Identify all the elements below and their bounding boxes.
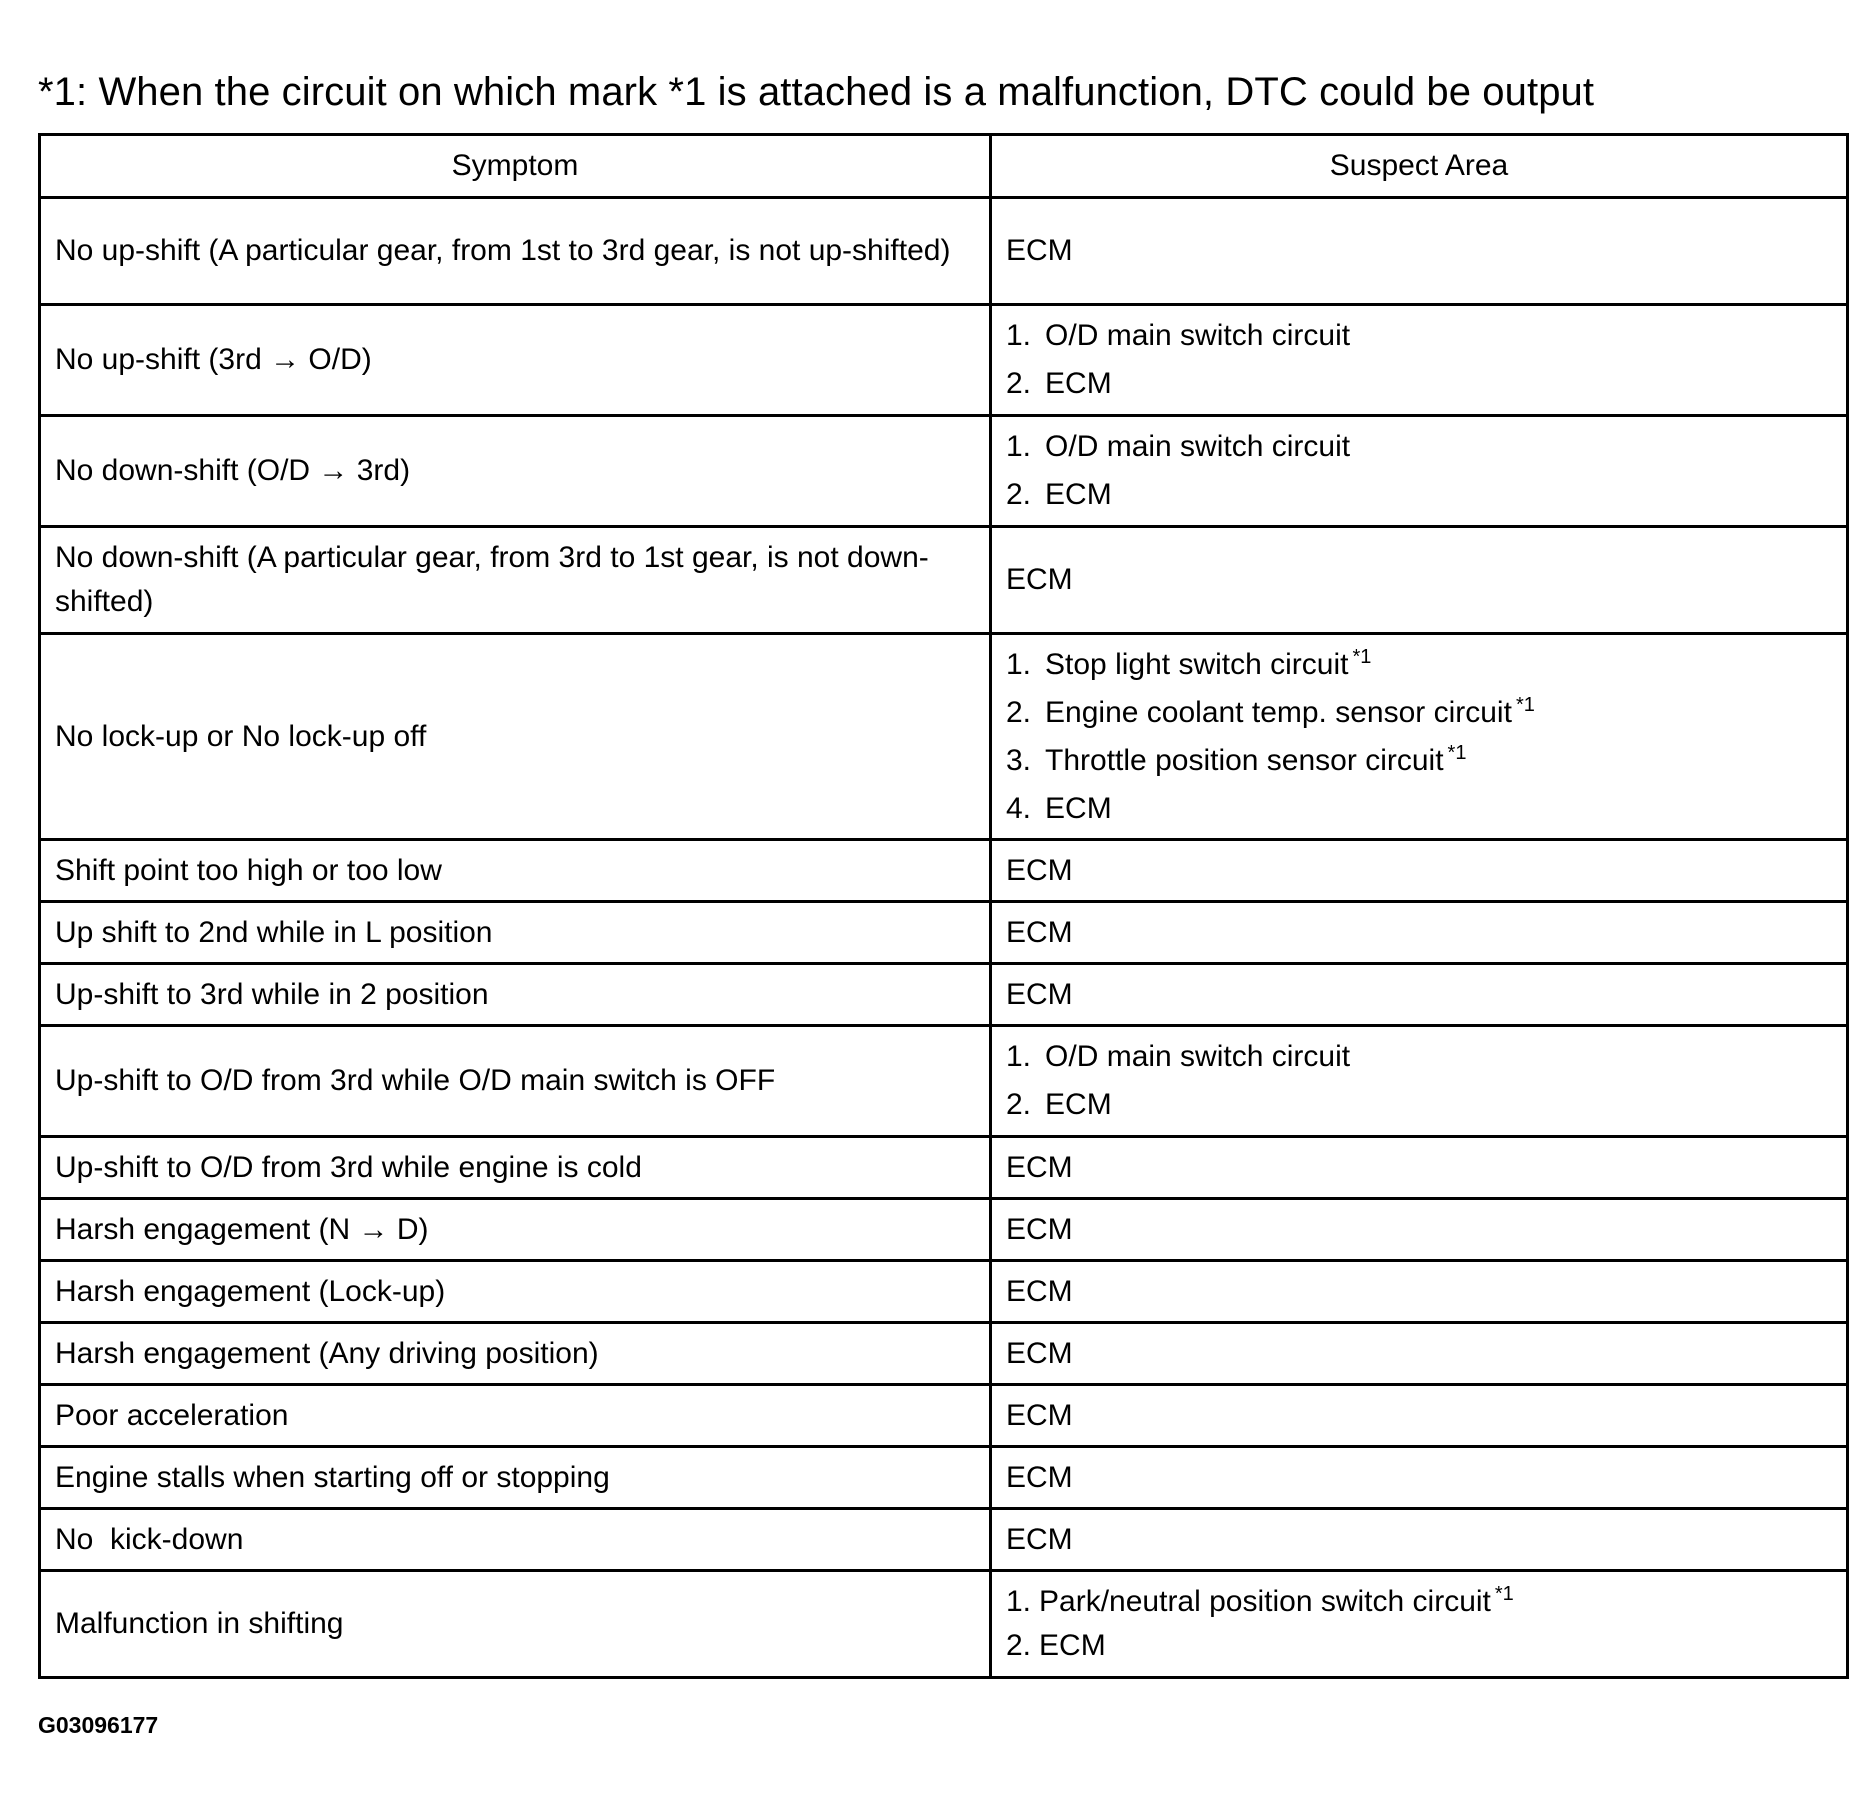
- list-item: 1. O/D main switch circuit: [1006, 319, 1351, 352]
- suspect-area-cell: [991, 416, 1848, 527]
- suspect-area-list: [1006, 1580, 1832, 1668]
- symptom-cell: Poor acceleration: [40, 1385, 991, 1447]
- symptom-cell: Harsh engagement (N → D): [40, 1199, 991, 1261]
- table-row: [40, 902, 1848, 964]
- list-item: 2. ECM: [1006, 1088, 1112, 1121]
- suspect-area-cell: [991, 1571, 1848, 1678]
- symptom-cell: Up-shift to O/D from 3rd while O/D main switch is OFF: [40, 1026, 991, 1137]
- list-item: 1. O/D main switch circuit: [1006, 1040, 1351, 1073]
- suspect-area-cell: ECM: [991, 902, 1848, 964]
- symptom-cell: No down-shift (O/D → 3rd): [40, 416, 991, 527]
- table-row: [40, 964, 1848, 1026]
- suspect-area-cell: ECM: [991, 840, 1848, 902]
- symptom-column-header: Symptom: [40, 135, 991, 198]
- suspect-area-cell: ECM: [991, 1261, 1848, 1323]
- suspect-area-cell: ECM: [991, 198, 1848, 305]
- table-row: [40, 1447, 1848, 1509]
- list-item: 2. ECM: [1006, 367, 1112, 400]
- symptom-cell: No lock-up or No lock-up off: [40, 634, 991, 840]
- suspect-area-cell: ECM: [991, 1385, 1848, 1447]
- suspect-area-cell: ECM: [991, 1323, 1848, 1385]
- list-item: 1. Stop light switch circuit $^{*1}$: [1006, 645, 1372, 681]
- footnote-mark: *1: [1352, 645, 1372, 668]
- table-row: [40, 1571, 1848, 1678]
- table-header-row: [40, 135, 1848, 198]
- table-row: [40, 1261, 1848, 1323]
- list-item: 1. Park/neutral position switch circuit $^{*1}$: [1006, 1583, 1514, 1618]
- suspect-area-cell: ECM: [991, 1199, 1848, 1261]
- table-row: [40, 1137, 1848, 1199]
- suspect-area-cell: [991, 634, 1848, 840]
- symptom-cell: Up shift to 2nd while in L position: [40, 902, 991, 964]
- list-item: 2. ECM: [1006, 1629, 1106, 1662]
- suspect-area-cell: ECM: [991, 1509, 1848, 1571]
- list-item: 2. Engine coolant temp. sensor circuit $^{*1}$: [1006, 693, 1535, 729]
- suspect-area-cell: ECM: [991, 964, 1848, 1026]
- list-item: 2. ECM: [1006, 478, 1112, 511]
- table-row: [40, 840, 1848, 902]
- page-title: *1: When the circuit on which mark *1 is attached is a malfunction, DTC could be output: [38, 70, 1595, 114]
- suspect-area-list: [1006, 1033, 1832, 1129]
- symptom-cell: No kick-down: [40, 1509, 991, 1571]
- table-row: [40, 198, 1848, 305]
- suspect-area-list: [1006, 423, 1832, 519]
- suspect-area-cell: [991, 1026, 1848, 1137]
- table-row: [40, 1026, 1848, 1137]
- symptom-cell: No down-shift (A particular gear, from 3rd to 1st gear, is not down-shifted): [40, 527, 991, 634]
- list-item: 3. Throttle position sensor circuit $^{*1}$: [1006, 741, 1467, 777]
- suspect-area-list: [1006, 312, 1832, 408]
- table-row: [40, 634, 1848, 840]
- symptom-cell: No up-shift (3rd → O/D): [40, 305, 991, 416]
- table-row: [40, 1385, 1848, 1447]
- symptom-cell: Harsh engagement (Any driving position): [40, 1323, 991, 1385]
- symptom-cell: Up-shift to O/D from 3rd while engine is cold: [40, 1137, 991, 1199]
- table-row: [40, 1509, 1848, 1571]
- table-row: [40, 416, 1848, 527]
- symptom-cell: Harsh engagement (Lock-up): [40, 1261, 991, 1323]
- suspect-area-cell: ECM: [991, 1447, 1848, 1509]
- table-row: [40, 1323, 1848, 1385]
- symptom-cell: Up-shift to 3rd while in 2 position: [40, 964, 991, 1026]
- symptom-cell: Engine stalls when starting off or stopping: [40, 1447, 991, 1509]
- list-item: 4. ECM: [1006, 791, 1112, 825]
- suspect-area-cell: [991, 305, 1848, 416]
- suspect-area-column-header: Suspect Area: [991, 135, 1848, 198]
- symptom-cell: No up-shift (A particular gear, from 1st to 3rd gear, is not up-shifted): [40, 198, 991, 305]
- suspect-area-cell: ECM: [991, 1137, 1848, 1199]
- table-row: [40, 1199, 1848, 1261]
- table-row: [40, 527, 1848, 634]
- footnote-mark: *1: [1494, 1583, 1514, 1605]
- footnote-mark: *1: [1515, 693, 1535, 716]
- suspect-area-cell: ECM: [991, 527, 1848, 634]
- footnote-mark: *1: [1447, 741, 1467, 764]
- symptom-cell: Malfunction in shifting: [40, 1571, 991, 1678]
- symptom-cell: Shift point too high or too low: [40, 840, 991, 902]
- symptom-table: [38, 133, 1849, 1679]
- figure-id: G03096177: [38, 1712, 159, 1738]
- table-row: [40, 305, 1848, 416]
- list-item: 1. O/D main switch circuit: [1006, 430, 1351, 463]
- suspect-area-list: [1006, 641, 1832, 833]
